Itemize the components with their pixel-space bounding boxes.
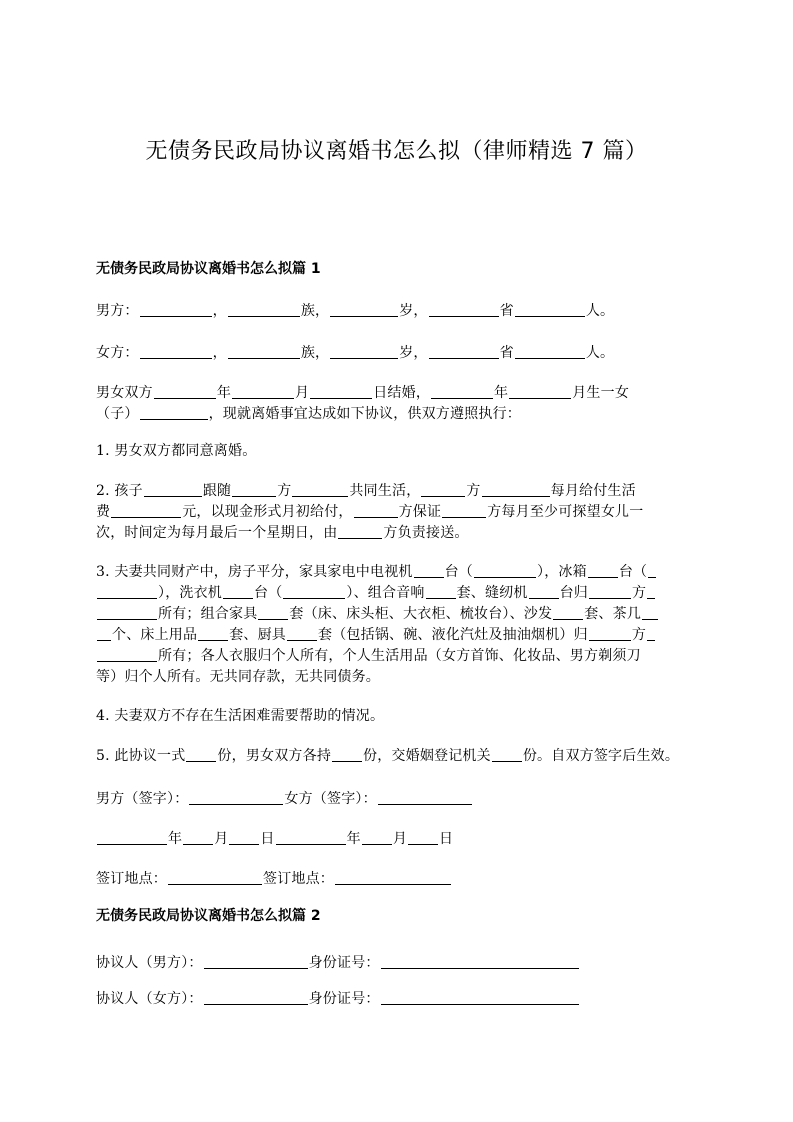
- text: 人。: [585, 345, 615, 361]
- blank-field: [258, 604, 288, 620]
- item-2: [96, 481, 698, 544]
- text: 跟随: [202, 483, 232, 499]
- item-5: [96, 746, 698, 767]
- blank-field: [429, 301, 499, 317]
- blank-field: [204, 953, 308, 969]
- text: 每月给付生活: [550, 483, 636, 499]
- blank-field: [310, 383, 372, 399]
- signature-line: [96, 789, 698, 810]
- blank-field: [198, 625, 228, 641]
- blank-field: [97, 829, 167, 845]
- text: ，: [212, 303, 227, 319]
- text: 套、茶几: [584, 606, 642, 622]
- blank-field: [232, 383, 294, 399]
- blank-field: [492, 746, 522, 762]
- text: 日结婚，: [373, 385, 431, 401]
- blank-field: [287, 625, 317, 641]
- blank-field: [474, 562, 536, 578]
- text: 费: [96, 504, 111, 520]
- text: 方: [631, 627, 647, 643]
- blank-field: [642, 604, 658, 620]
- blank-field: [332, 746, 362, 762]
- text: 2. 孩子: [96, 483, 143, 499]
- blank-field: [97, 646, 157, 662]
- item-4: 4. 夫妻双方不存在生活困难需要帮助的情况。: [96, 708, 385, 724]
- text: （子）: [96, 406, 139, 422]
- blank-field: [186, 746, 216, 762]
- date-line: [96, 829, 698, 850]
- blank-field: [381, 989, 579, 1005]
- document-title: 无债务民政局协议离婚书怎么拟（律师精选 7 篇）: [145, 139, 648, 164]
- text: 套、缝纫机: [456, 585, 528, 601]
- blank-field: [529, 583, 559, 599]
- text: 月生一女: [572, 385, 630, 401]
- male-signature-label: 男方（签字）：: [96, 791, 189, 807]
- party-female-line: [96, 989, 698, 1010]
- party-female-label: 协议人（女方）：: [96, 991, 203, 1007]
- blank-field: [354, 502, 398, 518]
- text: 所有；各人衣服归个人所有，个人生活用品（女方首饰、化妆品、男方剃须刀: [158, 648, 641, 664]
- blank-field: [408, 829, 438, 845]
- blank-field: [154, 383, 216, 399]
- text: 份。自双方签字后生效。: [522, 748, 680, 764]
- blank-field: [414, 562, 444, 578]
- blank-field: [588, 562, 618, 578]
- text: 省: [499, 345, 514, 361]
- text: 方: [277, 483, 292, 499]
- text: 5. 此协议一式: [96, 748, 186, 764]
- text: 月: [295, 385, 310, 401]
- text: 套（床、床头柜、大衣柜、梳妆台）、沙发: [289, 606, 553, 622]
- text: 元，以现金形式月初给付，: [182, 504, 353, 520]
- signature-blank: [189, 789, 283, 805]
- blank-field: [330, 343, 398, 359]
- blank-field: [648, 562, 656, 578]
- blank-field: [276, 829, 346, 845]
- blank-field: [421, 481, 465, 497]
- blank-field: [140, 343, 212, 359]
- text: 份，男女双方各持: [217, 748, 332, 764]
- blank-field: [589, 625, 631, 641]
- text: 方: [466, 483, 481, 499]
- blank-field: [330, 301, 398, 317]
- female-label: 女方：: [96, 345, 139, 361]
- text: 个、床上用品: [112, 627, 198, 643]
- text: ，现就离婚事宜达成如下协议，供双方遵照执行：: [208, 406, 522, 422]
- blank-field: [553, 604, 583, 620]
- blank-field: [97, 583, 157, 599]
- text: 族，: [300, 303, 330, 319]
- blank-field: [509, 383, 571, 399]
- female-info-line: [96, 343, 698, 364]
- male-label: 男方：: [96, 303, 139, 319]
- text: 份，交婚姻登记机关: [363, 748, 491, 764]
- blank-field: [97, 604, 157, 620]
- id-number-label: 身份证号：: [308, 955, 380, 971]
- text: 岁，: [399, 345, 428, 361]
- text: 台（: [254, 585, 283, 601]
- text: 台（: [618, 564, 648, 580]
- section-2-heading: 无债务民政局协议离婚书怎么拟篇 2: [96, 908, 321, 924]
- female-signature-label: 女方（签字）：: [284, 791, 377, 807]
- text: 方每月至少可探望女儿一: [487, 504, 644, 520]
- blank-field: [431, 383, 493, 399]
- text: 人。: [585, 303, 615, 319]
- text: 共同生活，: [349, 483, 421, 499]
- blank-field: [140, 301, 212, 317]
- text: 年: [494, 385, 509, 401]
- text: 方负责接送。: [383, 525, 469, 541]
- text: 年: [216, 385, 232, 401]
- blank-field: [335, 869, 451, 885]
- signature-blank: [378, 789, 472, 805]
- text: 月: [214, 831, 229, 847]
- text: 省: [499, 303, 514, 319]
- signing-place-label: 签订地点：: [96, 871, 167, 887]
- party-male-label: 协议人（男方）：: [96, 955, 203, 971]
- blank-field: [223, 583, 253, 599]
- text: ，: [212, 345, 227, 361]
- text: 所有；组合家具: [158, 606, 258, 622]
- blank-field: [381, 953, 579, 969]
- blank-field: [232, 481, 276, 497]
- blank-field: [515, 343, 585, 359]
- blank-field: [647, 583, 655, 599]
- blank-field: [589, 583, 631, 599]
- text: ）、组合音响: [346, 585, 425, 601]
- text: 日: [260, 831, 275, 847]
- blank-field: [140, 404, 208, 420]
- male-info-line: [96, 301, 698, 322]
- item-3: [96, 562, 698, 688]
- blank-field: [338, 523, 382, 539]
- text: ），洗衣机: [158, 585, 222, 601]
- text: 岁，: [399, 303, 428, 319]
- item-1: 1. 男女双方都同意离婚。: [96, 443, 257, 459]
- text: 族，: [300, 345, 330, 361]
- text: 台（: [444, 564, 474, 580]
- text: 男女双方: [96, 385, 153, 401]
- blank-field: [283, 583, 345, 599]
- text: 套、厨具: [229, 627, 287, 643]
- blank-field: [426, 583, 456, 599]
- text: 套（包括锅、碗、液化汽灶及抽油烟机）归: [318, 627, 588, 643]
- blank-field: [144, 481, 202, 497]
- blank-field: [515, 301, 585, 317]
- text: 3. 夫妻共同财产中，房子平分，家具家电中电视机: [96, 564, 413, 580]
- blank-field: [442, 502, 486, 518]
- id-number-label: 身份证号：: [308, 991, 380, 1007]
- blank-field: [482, 481, 550, 497]
- text: 等）归个人所有。无共同存款，无共同债务。: [96, 669, 380, 685]
- blank-field: [228, 343, 300, 359]
- party-male-line: [96, 953, 698, 974]
- blank-field: [647, 625, 655, 641]
- blank-field: [111, 502, 181, 518]
- blank-field: [168, 869, 262, 885]
- blank-field: [97, 625, 111, 641]
- blank-field: [183, 829, 213, 845]
- blank-field: [362, 829, 392, 845]
- marriage-paragraph: [96, 383, 698, 425]
- blank-field: [229, 829, 259, 845]
- text: 年: [168, 831, 183, 847]
- blank-field: [292, 481, 348, 497]
- text: ），冰箱: [537, 564, 587, 580]
- signing-place-label: 签订地点：: [263, 871, 334, 887]
- section-1-heading: 无债务民政局协议离婚书怎么拟篇 1: [96, 261, 321, 277]
- text: 日: [439, 831, 454, 847]
- text: 次，时间定为每月最后一个星期日，由: [96, 525, 338, 541]
- text: 方: [632, 585, 647, 601]
- text: 年: [346, 831, 361, 847]
- blank-field: [429, 343, 499, 359]
- text: 月: [392, 831, 408, 847]
- signing-place-line: [96, 869, 698, 890]
- text: 台归: [559, 585, 589, 601]
- text: 方保证: [398, 504, 442, 520]
- blank-field: [204, 989, 308, 1005]
- blank-field: [228, 301, 300, 317]
